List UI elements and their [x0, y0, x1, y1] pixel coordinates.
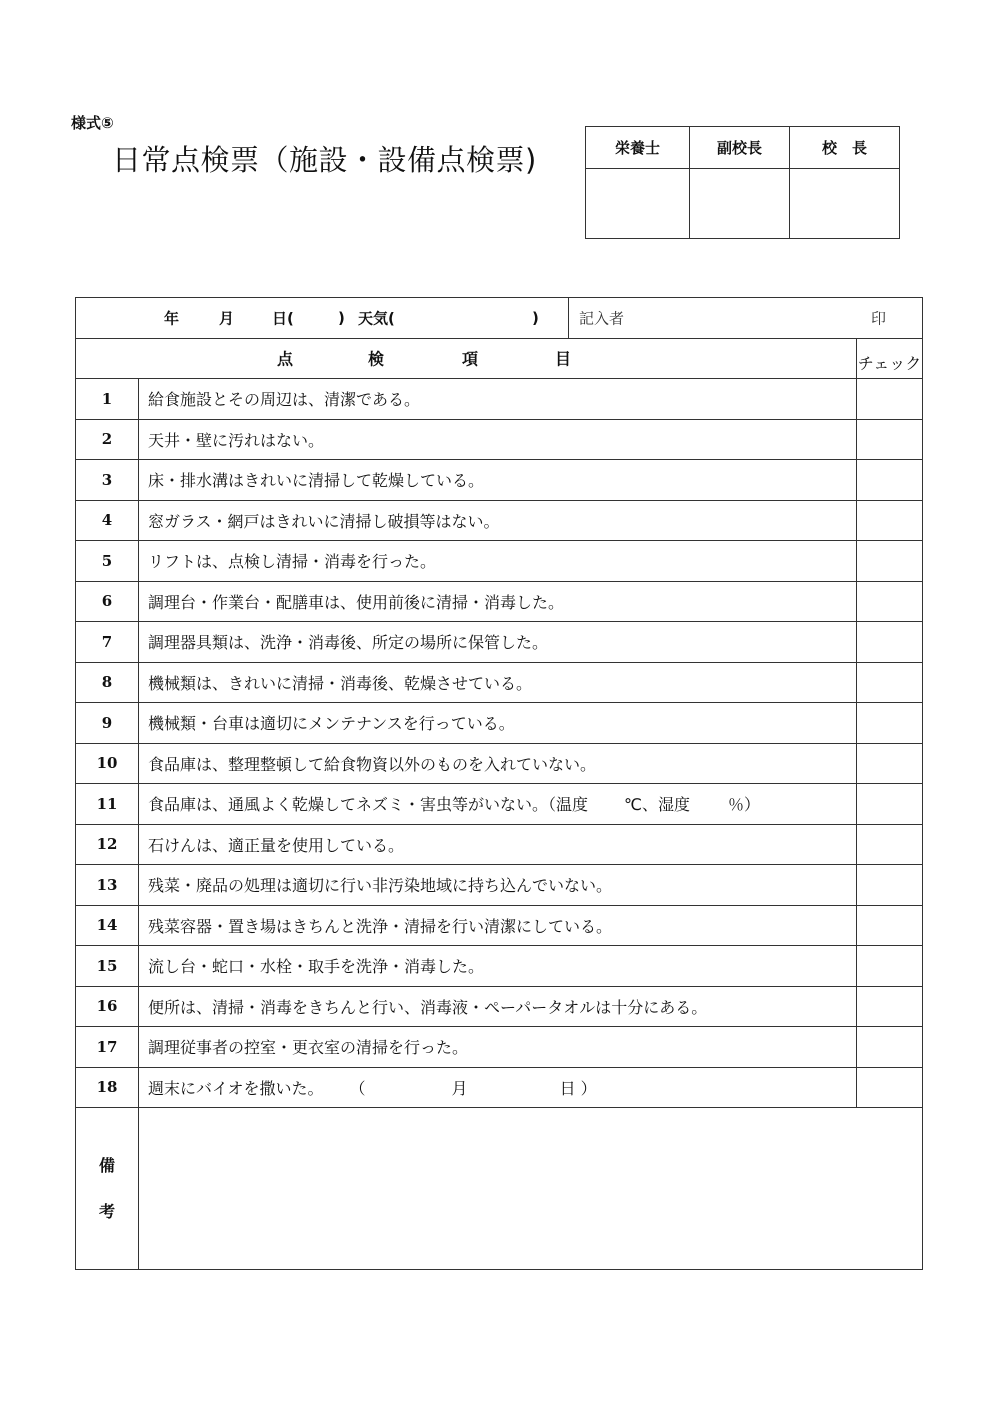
day-label: 日( — [272, 309, 294, 328]
form-code: 様式⑤ — [71, 114, 114, 132]
item-text: 調理台・作業台・配膳車は、使用前後に清掃・消毒した。 — [139, 581, 857, 622]
checklist-row — [76, 1027, 923, 1068]
item-text: 食品庫は、整理整頓して給食物資以外のものを入れていない。 — [139, 743, 857, 784]
item-text: 石けんは、適正量を使用している。 — [139, 824, 857, 865]
item-number: 15 — [76, 946, 139, 987]
items-header-row — [76, 338, 923, 379]
check-box[interactable] — [857, 379, 923, 420]
check-box[interactable] — [857, 946, 923, 987]
check-box[interactable] — [857, 1067, 923, 1108]
checklist-row — [76, 541, 923, 582]
item-number: 8 — [76, 662, 139, 703]
check-box[interactable] — [857, 581, 923, 622]
seal-label: 印 — [870, 309, 886, 328]
item-text: 流し台・蛇口・水栓・取手を洗浄・消毒した。 — [139, 946, 857, 987]
day-label: 日 ） — [559, 1078, 597, 1098]
page-title: 日常点検票（施設・設備点検票) — [112, 143, 537, 177]
item-number: 2 — [76, 419, 139, 460]
item-number: 12 — [76, 824, 139, 865]
checklist-row — [76, 581, 923, 622]
item-text: 残菜容器・置き場はきちんと洗浄・清掃を行い清潔にしている。 — [139, 905, 857, 946]
year-label: 年 — [164, 309, 180, 328]
check-box[interactable] — [857, 419, 923, 460]
checklist-row — [76, 703, 923, 744]
item-text: 機械類・台車は適切にメンテナンスを行っている。 — [139, 703, 857, 744]
checklist-row — [76, 622, 923, 663]
item-number: 16 — [76, 986, 139, 1027]
checklist-row — [76, 784, 923, 825]
item-text — [139, 784, 857, 825]
checklist-row — [76, 662, 923, 703]
item-number: 13 — [76, 865, 139, 906]
stamp-field-principal[interactable] — [790, 169, 900, 239]
item-number: 14 — [76, 905, 139, 946]
items-header-char: 点 — [277, 349, 294, 369]
approval-header-principal: 校 長 — [790, 127, 900, 169]
approval-header-vice-principal: 副校長 — [690, 127, 790, 169]
month-label: 月 — [451, 1078, 468, 1098]
item-text: 便所は、清掃・消毒をきちんと行い、消毒液・ペーパータオルは十分にある。 — [139, 986, 857, 1027]
checklist-row — [76, 743, 923, 784]
item-text: 床・排水溝はきれいに清掃して乾燥している。 — [139, 460, 857, 501]
item-text-main: 週末にバイオを撒いた。 — [148, 1078, 324, 1098]
item-number: 4 — [76, 500, 139, 541]
recorder-label: 記入者 — [579, 309, 625, 328]
weather-label: 天気( — [358, 309, 395, 328]
item-number: 17 — [76, 1027, 139, 1068]
item-number: 7 — [76, 622, 139, 663]
items-header-char: 目 — [555, 349, 572, 369]
item-text: 機械類は、きれいに清掃・消毒後、乾燥させている。 — [139, 662, 857, 703]
approval-stamp-box — [585, 126, 900, 239]
checklist-row — [76, 419, 923, 460]
date-open: （ — [349, 1078, 366, 1098]
percent-label: ％） — [728, 795, 761, 815]
checklist-row — [76, 460, 923, 501]
item-text: 調理器具類は、洗浄・消毒後、所定の場所に保管した。 — [139, 622, 857, 663]
item-number: 3 — [76, 460, 139, 501]
weather-close: ) — [532, 308, 539, 327]
item-text: 給食施設とその周辺は、清潔である。 — [139, 379, 857, 420]
check-box[interactable] — [857, 500, 923, 541]
checklist-row — [76, 500, 923, 541]
item-number: 1 — [76, 379, 139, 420]
check-box[interactable] — [857, 865, 923, 906]
item-text: 天井・壁に汚れはない。 — [139, 419, 857, 460]
approval-header-nutritionist: 栄養士 — [586, 127, 690, 169]
item-number: 18 — [76, 1067, 139, 1108]
items-header-char: 検 — [368, 349, 385, 369]
checklist-row — [76, 1067, 923, 1108]
check-box[interactable] — [857, 743, 923, 784]
check-box[interactable] — [857, 905, 923, 946]
item-text: 調理従事者の控室・更衣室の清掃を行った。 — [139, 1027, 857, 1068]
item-number: 10 — [76, 743, 139, 784]
check-column-header: チェック — [857, 338, 923, 379]
temp-label: （温度 — [548, 795, 589, 815]
check-box[interactable] — [857, 986, 923, 1027]
date-weather-field[interactable] — [76, 298, 569, 339]
month-label: 月 — [219, 309, 235, 328]
check-box[interactable] — [857, 622, 923, 663]
check-box[interactable] — [857, 662, 923, 703]
checklist-row — [76, 905, 923, 946]
item-number: 9 — [76, 703, 139, 744]
weekday-close: ) — [338, 308, 345, 327]
check-box[interactable] — [857, 541, 923, 582]
checklist-row — [76, 865, 923, 906]
check-box[interactable] — [857, 824, 923, 865]
remarks-field[interactable] — [139, 1108, 923, 1270]
date-weather-row — [76, 298, 923, 339]
recorder-field[interactable] — [569, 298, 923, 339]
remarks-label — [76, 1108, 139, 1270]
item-text: 窓ガラス・網戸はきれいに清掃し破損等はない。 — [139, 500, 857, 541]
item-number: 6 — [76, 581, 139, 622]
remarks-row — [76, 1108, 923, 1270]
remarks-char: 備 — [98, 1155, 115, 1175]
stamp-field-nutritionist[interactable] — [586, 169, 690, 239]
check-box[interactable] — [857, 460, 923, 501]
checklist-row — [76, 986, 923, 1027]
stamp-field-vice-principal[interactable] — [690, 169, 790, 239]
item-text: リフトは、点検し清掃・消毒を行った。 — [139, 541, 857, 582]
item-number: 11 — [76, 784, 139, 825]
inspection-checklist-table — [75, 297, 923, 1270]
items-header-char: 項 — [462, 349, 479, 369]
checklist-row — [76, 946, 923, 987]
item-number: 5 — [76, 541, 139, 582]
item-text: 残菜・廃品の処理は適切に行い非汚染地域に持ち込んでいない。 — [139, 865, 857, 906]
checklist-row — [76, 379, 923, 420]
remarks-char: 考 — [98, 1201, 115, 1221]
check-box[interactable] — [857, 703, 923, 744]
checklist-row — [76, 824, 923, 865]
humidity-label: ℃、湿度 — [624, 795, 691, 815]
item-text — [139, 1067, 857, 1108]
check-box[interactable] — [857, 784, 923, 825]
check-box[interactable] — [857, 1027, 923, 1068]
item-text-main: 食品庫は、通風よく乾燥してネズミ・害虫等がいない。 — [148, 795, 549, 815]
items-header — [76, 338, 857, 379]
